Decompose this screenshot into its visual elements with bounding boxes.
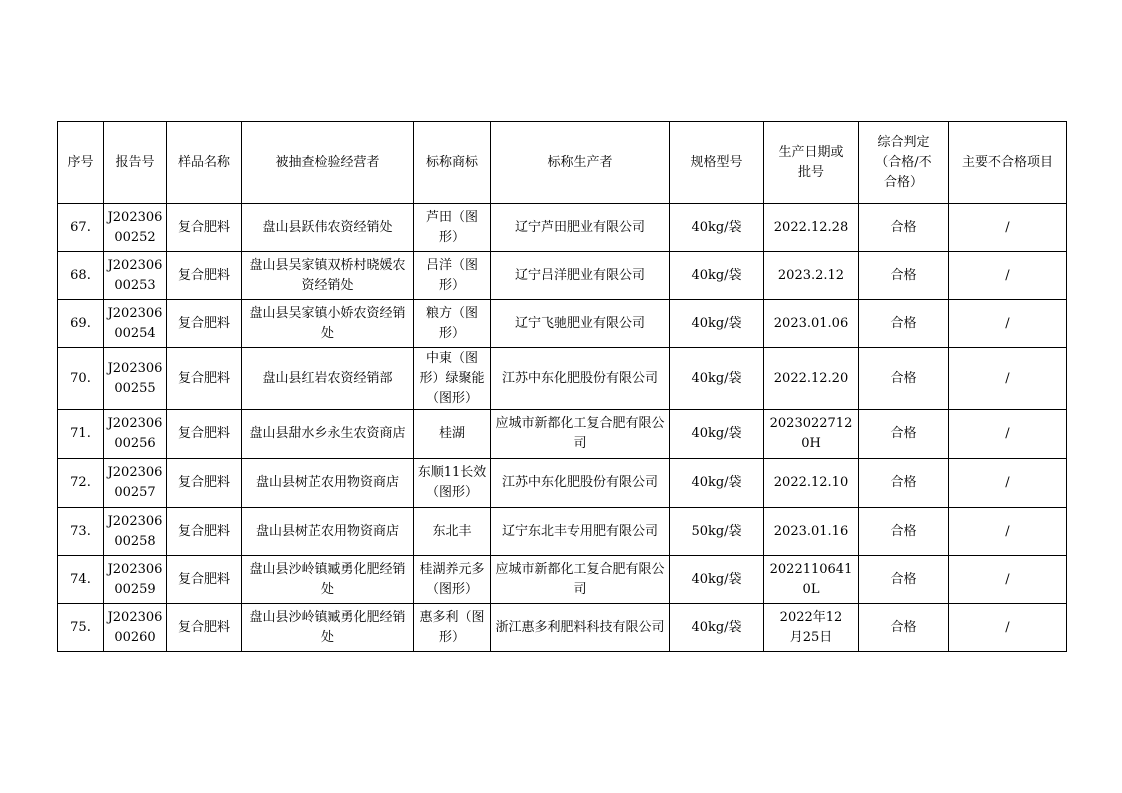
- cell-sample-name: 复合肥料: [167, 508, 242, 556]
- cell-failed-items: /: [949, 459, 1067, 508]
- cell-failed-items: /: [949, 508, 1067, 556]
- header-judgement: 综合判定（合格/不合格）: [859, 122, 949, 204]
- header-sample-name: 样品名称: [167, 122, 242, 204]
- cell-failed-items: /: [949, 252, 1067, 300]
- cell-judgement: 合格: [859, 348, 949, 410]
- table-header: [58, 122, 1067, 204]
- cell-failed-items: /: [949, 300, 1067, 348]
- cell-sample-name: 复合肥料: [167, 556, 242, 604]
- cell-brand: 芦田（图形）: [414, 204, 491, 252]
- cell-seq: 67.: [58, 204, 104, 252]
- cell-judgement: 合格: [859, 508, 949, 556]
- table-row: [58, 252, 1067, 300]
- cell-judgement: 合格: [859, 252, 949, 300]
- cell-report-no: J20230600254: [104, 300, 167, 348]
- cell-failed-items: /: [949, 556, 1067, 604]
- cell-date: 20230227120H: [764, 410, 859, 459]
- cell-sample-name: 复合肥料: [167, 459, 242, 508]
- cell-date: 2022.12.10: [764, 459, 859, 508]
- cell-report-no: J20230600257: [104, 459, 167, 508]
- cell-report-no: J20230600256: [104, 410, 167, 459]
- cell-report-no: J20230600255: [104, 348, 167, 410]
- cell-report-no: J20230600260: [104, 604, 167, 652]
- header-brand: 标称商标: [414, 122, 491, 204]
- cell-judgement: 合格: [859, 459, 949, 508]
- cell-spec: 40kg/袋: [670, 300, 764, 348]
- table-row: [58, 508, 1067, 556]
- cell-brand: 粮方（图形）: [414, 300, 491, 348]
- cell-operator: 盘山县树芷农用物资商店: [242, 508, 414, 556]
- cell-date: 20221106410L: [764, 556, 859, 604]
- header-manufacturer: 标称生产者: [491, 122, 670, 204]
- cell-seq: 74.: [58, 556, 104, 604]
- cell-spec: 40kg/袋: [670, 459, 764, 508]
- cell-date: 2023.01.16: [764, 508, 859, 556]
- cell-date: 2023.01.06: [764, 300, 859, 348]
- cell-spec: 40kg/袋: [670, 604, 764, 652]
- cell-operator: 盘山县甜水乡永生农资商店: [242, 410, 414, 459]
- cell-brand: 吕洋（图形）: [414, 252, 491, 300]
- cell-date: 2022年12月25日: [764, 604, 859, 652]
- cell-spec: 50kg/袋: [670, 508, 764, 556]
- cell-seq: 75.: [58, 604, 104, 652]
- cell-report-no: J20230600259: [104, 556, 167, 604]
- cell-spec: 40kg/袋: [670, 556, 764, 604]
- cell-brand: 惠多利（图形）: [414, 604, 491, 652]
- table-row: [58, 410, 1067, 459]
- cell-brand: 桂湖养元多（图形）: [414, 556, 491, 604]
- header-failed-items: 主要不合格项目: [949, 122, 1067, 204]
- cell-seq: 68.: [58, 252, 104, 300]
- cell-failed-items: /: [949, 348, 1067, 410]
- inspection-results-table: [57, 121, 1067, 652]
- cell-judgement: 合格: [859, 410, 949, 459]
- cell-failed-items: /: [949, 410, 1067, 459]
- cell-operator: 盘山县树芷农用物资商店: [242, 459, 414, 508]
- cell-report-no: J20230600252: [104, 204, 167, 252]
- cell-seq: 69.: [58, 300, 104, 348]
- cell-manufacturer: 应城市新都化工复合肥有限公司: [491, 410, 670, 459]
- cell-sample-name: 复合肥料: [167, 348, 242, 410]
- cell-spec: 40kg/袋: [670, 348, 764, 410]
- cell-sample-name: 复合肥料: [167, 604, 242, 652]
- cell-sample-name: 复合肥料: [167, 410, 242, 459]
- cell-manufacturer: 浙江惠多利肥料科技有限公司: [491, 604, 670, 652]
- cell-operator: 盘山县吴家镇小娇农资经销处: [242, 300, 414, 348]
- cell-report-no: J20230600258: [104, 508, 167, 556]
- table-row: [58, 348, 1067, 410]
- cell-seq: 70.: [58, 348, 104, 410]
- table-row: [58, 604, 1067, 652]
- cell-operator: 盘山县跃伟农资经销处: [242, 204, 414, 252]
- cell-spec: 40kg/袋: [670, 204, 764, 252]
- cell-sample-name: 复合肥料: [167, 252, 242, 300]
- cell-brand: 东北丰: [414, 508, 491, 556]
- cell-operator: 盘山县红岩农资经销部: [242, 348, 414, 410]
- cell-date: 2022.12.20: [764, 348, 859, 410]
- table-row: [58, 459, 1067, 508]
- cell-brand: 东顺11长效（图形）: [414, 459, 491, 508]
- cell-sample-name: 复合肥料: [167, 204, 242, 252]
- header-seq: 序号: [58, 122, 104, 204]
- cell-manufacturer: 江苏中东化肥股份有限公司: [491, 348, 670, 410]
- cell-sample-name: 复合肥料: [167, 300, 242, 348]
- header-report-no: 报告号: [104, 122, 167, 204]
- cell-report-no: J20230600253: [104, 252, 167, 300]
- cell-judgement: 合格: [859, 604, 949, 652]
- cell-manufacturer: 辽宁东北丰专用肥有限公司: [491, 508, 670, 556]
- cell-judgement: 合格: [859, 556, 949, 604]
- cell-manufacturer: 江苏中东化肥股份有限公司: [491, 459, 670, 508]
- cell-seq: 72.: [58, 459, 104, 508]
- cell-judgement: 合格: [859, 204, 949, 252]
- cell-judgement: 合格: [859, 300, 949, 348]
- table-body: [58, 204, 1067, 652]
- cell-operator: 盘山县沙岭镇臧勇化肥经销处: [242, 556, 414, 604]
- table-row: [58, 204, 1067, 252]
- cell-date: 2023.2.12: [764, 252, 859, 300]
- table-row: [58, 300, 1067, 348]
- cell-manufacturer: 应城市新都化工复合肥有限公司: [491, 556, 670, 604]
- cell-manufacturer: 辽宁飞驰肥业有限公司: [491, 300, 670, 348]
- cell-seq: 71.: [58, 410, 104, 459]
- cell-failed-items: /: [949, 604, 1067, 652]
- cell-manufacturer: 辽宁芦田肥业有限公司: [491, 204, 670, 252]
- cell-operator: 盘山县吴家镇双桥村晓媛农资经销处: [242, 252, 414, 300]
- header-spec: 规格型号: [670, 122, 764, 204]
- cell-manufacturer: 辽宁吕洋肥业有限公司: [491, 252, 670, 300]
- header-date: 生产日期或批号: [764, 122, 859, 204]
- cell-brand: 中東（图形）绿聚能（图形）: [414, 348, 491, 410]
- cell-operator: 盘山县沙岭镇臧勇化肥经销处: [242, 604, 414, 652]
- cell-failed-items: /: [949, 204, 1067, 252]
- cell-spec: 40kg/袋: [670, 410, 764, 459]
- table-row: [58, 556, 1067, 604]
- cell-seq: 73.: [58, 508, 104, 556]
- cell-date: 2022.12.28: [764, 204, 859, 252]
- header-operator: 被抽查检验经营者: [242, 122, 414, 204]
- cell-brand: 桂湖: [414, 410, 491, 459]
- cell-spec: 40kg/袋: [670, 252, 764, 300]
